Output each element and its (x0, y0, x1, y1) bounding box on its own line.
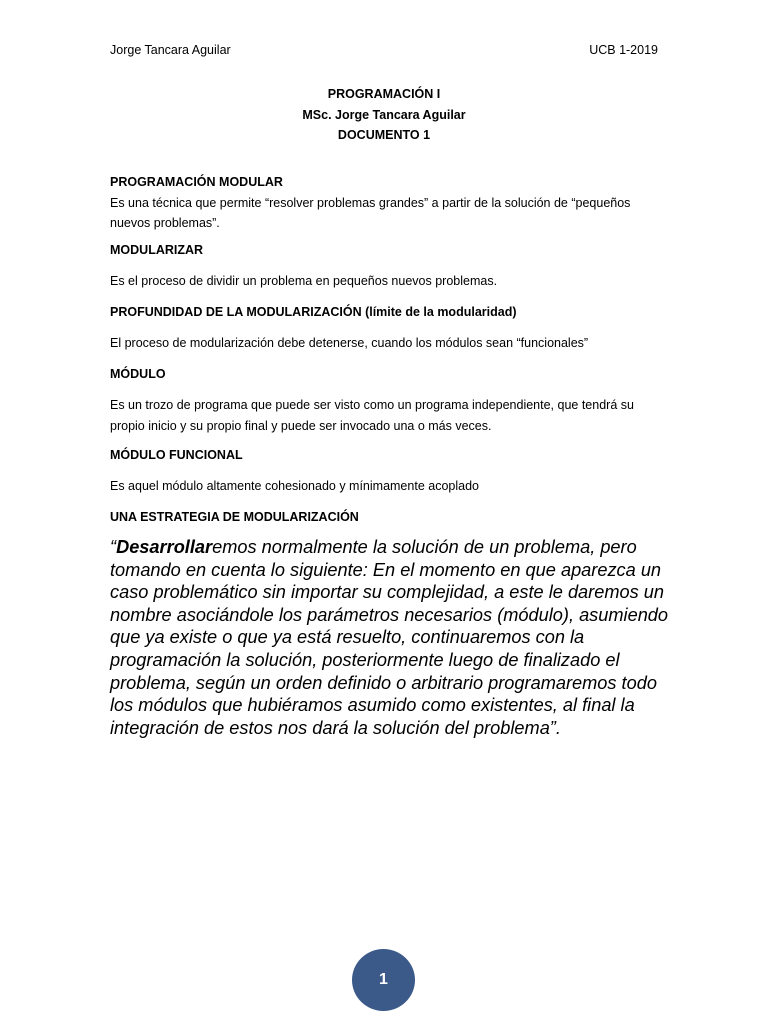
header-course: UCB 1-2019 (589, 43, 658, 57)
section-text-modulo-funcional: Es aquel módulo altamente cohesionado y mínimamente acoplado (110, 479, 479, 493)
quote-bold-word: Desarrollar (116, 537, 213, 557)
section-heading: PROGRAMACIÓN MODULAR (110, 175, 283, 189)
section-text-modulo: Es un trozo de programa que puede ser visto como un programa independiente, que tendrá su propio inicio y su propio final y puede ser invocado una o más veces. (110, 398, 634, 433)
title-author: MSc. Jorge Tancara Aguilar (302, 107, 466, 122)
section-text-profundidad: El proceso de modularización debe detenerse, cuando los módulos sean “funcionales” (110, 336, 589, 350)
section-text-modularizar: Es el proceso de dividir un problema en pequeños nuevos problemas. (110, 274, 498, 288)
page-number-badge: 1 (352, 949, 415, 1011)
section-heading-modularizar: MODULARIZAR (110, 243, 204, 257)
document-title (0, 84, 768, 146)
quote-open-mark: “ (110, 537, 117, 557)
section-heading-estrategia: UNA ESTRATEGIA DE MODULARIZACIÓN (110, 510, 359, 524)
section-text: Es una técnica que permite “resolver problemas grandes” a partir de la solución de “pequeños nuevos problemas”. (110, 195, 631, 230)
header-author: Jorge Tancara Aguilar (110, 43, 231, 57)
section-heading-profundidad: PROFUNDIDAD DE LA MODULARIZACIÓN (límite de la modularidad) (110, 305, 517, 319)
strategy-quote (110, 536, 670, 739)
title-course: PROGRAMACIÓN I (327, 87, 441, 101)
section-programacion-modular (110, 172, 660, 234)
section-heading-modulo: MÓDULO (110, 367, 166, 381)
title-document: DOCUMENTO 1 (337, 128, 431, 142)
quote-text: emos normalmente la solución de un problema, pero tomando en cuenta lo siguiente: En el momento en que aparezca un caso problemático sin importar su complejidad, a este le daremos un nombre asociándole los parámetros necesarios (módulo), asumiendo que ya existe o que ya está resuelto, continuaremos con la programación la solución, posteriormente luego de finalizado el problema, según un orden definido o arbitrario programaremos todo los módulos que hubiéramos asumido como existentes, al final la integración de estos nos dará la solución del problema”. (110, 537, 669, 738)
section-heading-modulo-funcional: MÓDULO FUNCIONAL (110, 448, 243, 462)
